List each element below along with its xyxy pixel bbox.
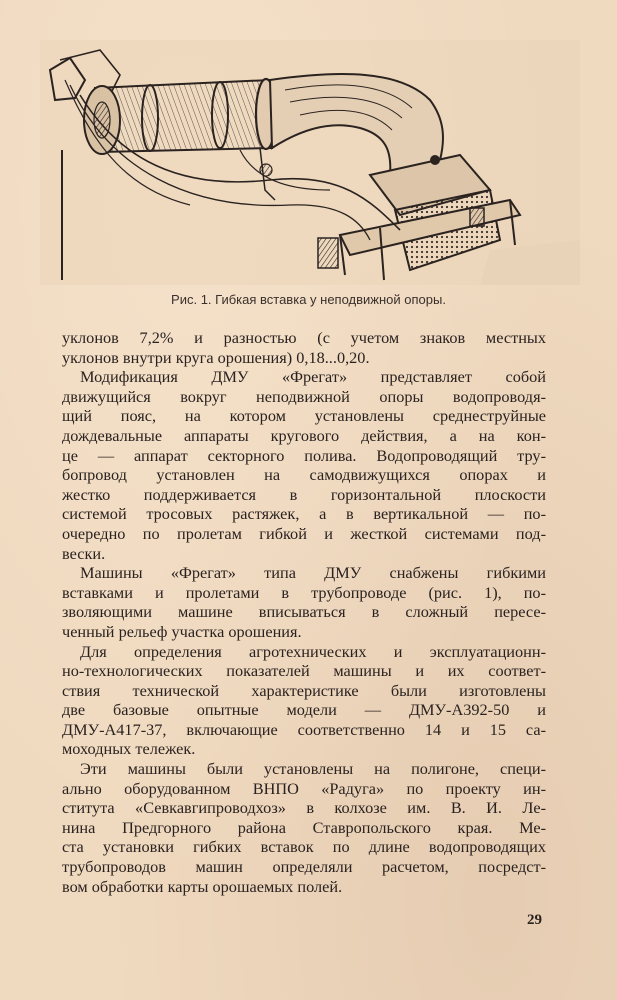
- text-line: щий пояс, на котором установлены среднеструйные: [62, 406, 546, 426]
- text-line: очередно по пролетам гибкой и жесткой системами под-: [62, 523, 546, 543]
- text-line: но-технологических показателей машины и их соответ-: [62, 661, 546, 681]
- text-line: вески.: [62, 543, 106, 563]
- text-line: ченный рельеф участка орошения.: [62, 621, 302, 641]
- text-line: ста установки гибких вставок по длине водопроводящих: [62, 837, 546, 857]
- text-line: це — аппарат секторного полива. Водопроводящий тру-: [62, 445, 546, 465]
- text-line: ствия технической характеристике были изготовлены: [62, 680, 546, 700]
- body-text: [62, 328, 546, 896]
- text-line: Эти машины были установлены на полигоне, специ-: [80, 759, 546, 779]
- text-line: Для определения агротехнических и эксплуатационн-: [80, 641, 546, 661]
- text-line: две базовые опытные модели — ДМУ-А392-50 и: [62, 700, 546, 720]
- figure-flexible-insert-illustration: [40, 40, 580, 285]
- text-line: уклонов 7,2% и разностью (с учетом знаков местных: [62, 328, 546, 347]
- text-line: ДМУ-А417-37, включающие соответственно 14 и 15 са-: [62, 719, 546, 739]
- text-line: ально оборудованном ВНПО «Радуга» по проекту ин-: [62, 778, 546, 798]
- text-line: уклонов внутри круга орошения) 0,18...0,20.: [62, 347, 370, 367]
- text-line: Машины «Фрегат» типа ДМУ снабжены гибкими: [80, 563, 546, 583]
- text-line: трубопроводов машин определяли расчетом, посредст-: [62, 857, 546, 877]
- text-line: движущийся вокруг неподвижной опоры водопроводя-: [62, 386, 546, 406]
- page-number: 29: [527, 912, 542, 928]
- text-line: системой тросовых растяжек, а в вертикальной — по-: [62, 504, 546, 524]
- text-line: моходных тележек.: [62, 739, 196, 759]
- text-line: жестко поддерживается в горизонтальной плоскости: [62, 484, 546, 504]
- text-line: бопровод установлен на самодвижущихся опорах и: [62, 465, 546, 485]
- text-line: вставками и пролетами в трубопроводе (рис. 1), по-: [62, 582, 546, 602]
- text-line: дождевальные аппараты кругового действия, а на кон-: [62, 425, 546, 445]
- text-line: зволяющими машине вписываться в сложный пересе-: [62, 602, 546, 622]
- text-line: ститута «Севкавгипроводхоз» в колхозе им. В. И. Ле-: [62, 798, 546, 818]
- text-line: Модификация ДМУ «Фрегат» представляет собой: [80, 367, 546, 387]
- text-line: нина Предгорного района Ставропольского края. Ме-: [62, 817, 546, 837]
- text-line: вом обработки карты орошаемых полей.: [62, 876, 343, 896]
- figure-caption: Рис. 1. Гибкая вставка у неподвижной опоры.: [171, 292, 446, 307]
